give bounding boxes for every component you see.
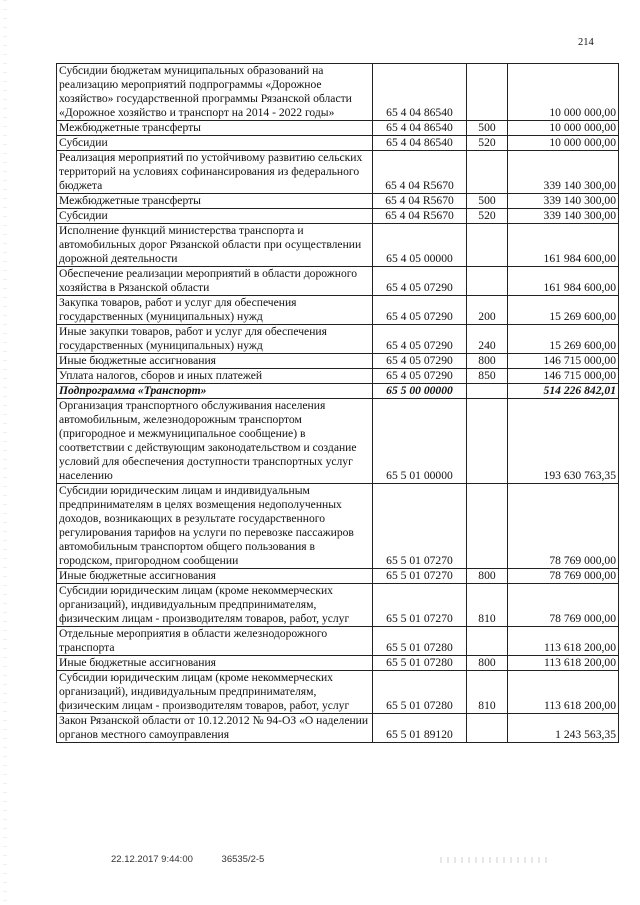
scan-edge-noise (3, 0, 7, 905)
table-row (57, 209, 619, 224)
row-type-cell (467, 64, 508, 121)
row-code-cell: 65 5 01 00000 (373, 399, 467, 484)
table-row (57, 151, 619, 194)
table-row (57, 267, 619, 296)
row-type-cell: 520 (467, 136, 508, 151)
row-amount-cell: 15 269 600,00 (508, 325, 619, 354)
table-row (57, 399, 619, 484)
row-amount-cell: 1 243 563,35 (508, 714, 619, 743)
table-row (57, 354, 619, 369)
row-amount-cell: 193 630 763,35 (508, 399, 619, 484)
row-name-cell: Закупка товаров, работ и услуг для обеспечения государственных (муниципальных) нужд (57, 296, 373, 325)
row-name-cell: Субсидии (57, 209, 373, 224)
row-amount-cell: 339 140 300,00 (508, 209, 619, 224)
footer-timestamp: 22.12.2017 9:44:00 (111, 854, 193, 865)
row-type-cell (467, 714, 508, 743)
row-code-cell: 65 5 01 07270 (373, 584, 467, 627)
table-row (57, 369, 619, 384)
row-code-cell: 65 5 01 07280 (373, 627, 467, 656)
table-row (57, 714, 619, 743)
row-name-cell: Субсидии (57, 136, 373, 151)
row-code-cell: 65 4 04 86540 (373, 64, 467, 121)
row-amount-cell: 113 618 200,00 (508, 671, 619, 714)
table-row (57, 627, 619, 656)
row-type-cell (467, 384, 508, 399)
row-name-cell: Обеспечение реализации мероприятий в области дорожного хозяйства в Рязанской области (57, 267, 373, 296)
table-row (57, 584, 619, 627)
row-type-cell (467, 224, 508, 267)
row-code-cell: 65 4 04 R5670 (373, 151, 467, 194)
scan-artifact (440, 857, 550, 863)
row-name-cell: Исполнение функций министерства транспорта и автомобильных дорог Рязанской области при осуществлении дорожной деятельности (57, 224, 373, 267)
footer (111, 854, 290, 865)
row-type-cell: 810 (467, 671, 508, 714)
row-type-cell: 810 (467, 584, 508, 627)
row-amount-cell: 10 000 000,00 (508, 136, 619, 151)
table-row (57, 325, 619, 354)
row-code-cell: 65 4 05 07290 (373, 325, 467, 354)
row-amount-cell: 161 984 600,00 (508, 267, 619, 296)
row-code-cell: 65 5 00 00000 (373, 384, 467, 399)
row-name-cell: Субсидии бюджетам муниципальных образований на реализацию мероприятий подпрограммы «Дорожное хозяйство» государственной программы Рязанской области «Дорожное хозяйство и транспорт на 2014 - 2022 годы» (57, 64, 373, 121)
row-amount-cell: 78 769 000,00 (508, 484, 619, 569)
row-type-cell: 240 (467, 325, 508, 354)
row-code-cell: 65 5 01 07280 (373, 671, 467, 714)
row-type-cell: 800 (467, 656, 508, 671)
row-amount-cell: 161 984 600,00 (508, 224, 619, 267)
row-name-cell: Иные бюджетные ассигнования (57, 354, 373, 369)
row-amount-cell: 146 715 000,00 (508, 369, 619, 384)
row-type-cell: 200 (467, 296, 508, 325)
row-name-cell: Организация транспортного обслуживания населения автомобильным, железнодорожным транспортом (пригородное и межмуниципальное сообщение) в соответствии с действующим законодательством и создание условий для обеспечения доступности транспортных услуг населению (57, 399, 373, 484)
row-type-cell: 800 (467, 569, 508, 584)
table-row (57, 296, 619, 325)
row-amount-cell: 15 269 600,00 (508, 296, 619, 325)
table-row (57, 136, 619, 151)
row-amount-cell: 10 000 000,00 (508, 64, 619, 121)
page-number: 214 (578, 37, 594, 48)
row-code-cell: 65 4 05 07290 (373, 369, 467, 384)
row-code-cell: 65 5 01 89120 (373, 714, 467, 743)
row-code-cell: 65 4 04 R5670 (373, 194, 467, 209)
row-type-cell (467, 267, 508, 296)
row-code-cell: 65 4 05 00000 (373, 224, 467, 267)
row-name-cell: Уплата налогов, сборов и иных платежей (57, 369, 373, 384)
row-type-cell: 800 (467, 354, 508, 369)
row-type-cell: 500 (467, 121, 508, 136)
row-code-cell: 65 5 01 07280 (373, 656, 467, 671)
row-amount-cell: 146 715 000,00 (508, 354, 619, 369)
row-amount-cell: 78 769 000,00 (508, 584, 619, 627)
table-row (57, 656, 619, 671)
row-type-cell (467, 484, 508, 569)
row-code-cell: 65 4 05 07290 (373, 296, 467, 325)
row-type-cell: 850 (467, 369, 508, 384)
row-code-cell: 65 4 04 86540 (373, 136, 467, 151)
row-name-cell: Иные закупки товаров, работ и услуг для обеспечения государственных (муниципальных) нужд (57, 325, 373, 354)
row-name-cell: Межбюджетные трансферты (57, 121, 373, 136)
row-amount-cell: 10 000 000,00 (508, 121, 619, 136)
table-row (57, 121, 619, 136)
table-row (57, 194, 619, 209)
row-type-cell (467, 151, 508, 194)
row-code-cell: 65 4 04 R5670 (373, 209, 467, 224)
row-amount-cell: 339 140 300,00 (508, 194, 619, 209)
row-name-cell: Субсидии юридическим лицам и индивидуальным предпринимателям в целях возмещения недополученных доходов, возникающих в результате государственного регулирования тарифов на услуги по перевозке пассажиров автомобильным транспортом общего пользования в городском, пригородном сообщении (57, 484, 373, 569)
row-name-cell: Субсидии юридическим лицам (кроме некоммерческих организаций), индивидуальным предпринимателям, физическим лицам - производителям товаров, работ, услуг (57, 671, 373, 714)
subprogram-row (57, 384, 619, 399)
row-code-cell: 65 5 01 07270 (373, 569, 467, 584)
row-amount-cell: 113 618 200,00 (508, 656, 619, 671)
row-type-cell (467, 627, 508, 656)
row-name-cell: Подпрограмма «Транспорт» (57, 384, 373, 399)
row-code-cell: 65 4 05 07290 (373, 267, 467, 296)
row-name-cell: Иные бюджетные ассигнования (57, 569, 373, 584)
budget-table-body (57, 64, 619, 743)
table-row (57, 224, 619, 267)
table-row (57, 64, 619, 121)
table-row (57, 484, 619, 569)
row-amount-cell: 514 226 842,01 (508, 384, 619, 399)
row-name-cell: Иные бюджетные ассигнования (57, 656, 373, 671)
row-name-cell: Отдельные мероприятия в области железнодорожного транспорта (57, 627, 373, 656)
row-type-cell: 500 (467, 194, 508, 209)
row-type-cell (467, 399, 508, 484)
row-name-cell: Реализация мероприятий по устойчивому развитию сельских территорий на условиях софинансирования из федерального бюджета (57, 151, 373, 194)
row-code-cell: 65 4 04 86540 (373, 121, 467, 136)
row-code-cell: 65 5 01 07270 (373, 484, 467, 569)
row-type-cell: 520 (467, 209, 508, 224)
budget-table (56, 63, 619, 743)
row-amount-cell: 113 618 200,00 (508, 627, 619, 656)
row-name-cell: Субсидии юридическим лицам (кроме некоммерческих организаций), индивидуальным предпринимателям, физическим лицам - производителям товаров, работ, услуг (57, 584, 373, 627)
row-name-cell: Межбюджетные трансферты (57, 194, 373, 209)
row-code-cell: 65 4 05 07290 (373, 354, 467, 369)
row-amount-cell: 339 140 300,00 (508, 151, 619, 194)
table-row (57, 671, 619, 714)
table-row (57, 569, 619, 584)
row-amount-cell: 78 769 000,00 (508, 569, 619, 584)
footer-doc-id: 36535/2-5 (221, 854, 265, 865)
row-name-cell: Закон Рязанской области от 10.12.2012 № 94-ОЗ «О наделении органов местного самоуправления (57, 714, 373, 743)
